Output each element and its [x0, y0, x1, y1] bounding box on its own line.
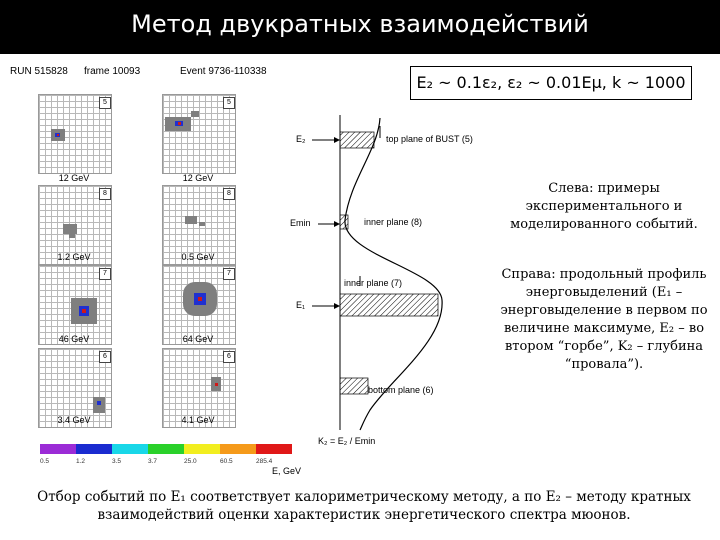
panel-energy: 12 GeV — [182, 173, 214, 183]
panel-energy: 46 GeV — [58, 334, 90, 344]
panel-energy: 12 GeV — [58, 173, 90, 183]
label-k2-formula: K₂ = E₂ / Emin — [318, 436, 376, 446]
scale-swatch — [148, 444, 184, 454]
layer-number: 8 — [223, 188, 235, 200]
layer-number: 6 — [99, 351, 111, 363]
label-emin: Emin — [290, 218, 311, 228]
run-number: RUN 515828 — [10, 66, 68, 77]
label-bottom-plane: bottom plane (6) — [368, 385, 434, 395]
scale-unit: E, GeV — [272, 466, 302, 476]
panel-energy: 64 GeV — [182, 334, 214, 344]
label-inner-plane-8: inner plane (8) — [364, 217, 423, 227]
label-e2: E₂ — [296, 134, 306, 144]
label-e1: E₁ — [296, 300, 306, 310]
bar-e1 — [340, 294, 438, 316]
layer-number: 5 — [99, 97, 111, 109]
layer-number: 8 — [99, 188, 111, 200]
scale-swatch — [184, 444, 220, 454]
scale-tick-label: 285.4 — [256, 458, 273, 465]
bar-e2 — [340, 132, 374, 148]
panel-energy: 0.5 GeV — [181, 252, 215, 262]
bar-emin — [340, 215, 348, 229]
event-panel — [162, 94, 236, 174]
scale-tick-label: 3.5 — [112, 458, 122, 465]
panel-energy: 4.1 GeV — [181, 415, 215, 425]
scale-swatch — [112, 444, 148, 454]
event-id: Event 9736-110338 — [180, 66, 267, 77]
title-bar — [0, 0, 720, 54]
text-left-examples: Слева: примеры экспериментального и моделированного событий. — [510, 181, 698, 232]
scale-tick-label: 60.5 — [220, 458, 233, 465]
scale-swatch — [76, 444, 112, 454]
scale-tick-label: 1.2 — [76, 458, 86, 465]
layer-number: 5 — [223, 97, 235, 109]
slide-title: Метод двукратных взаимодействий — [131, 10, 589, 38]
scale-tick-label: 3.7 — [148, 458, 158, 465]
formula-box: E₂ ~ 0.1ε₂, ε₂ ~ 0.01Eμ, k ~ 1000 — [410, 66, 692, 100]
scale-tick-label: 25.0 — [184, 458, 197, 465]
panel-energy: 1.2 GeV — [57, 252, 91, 262]
bottom-note: Отбор событий по E₁ соответствует калориметрическому методу, а по E₂ – методу кратных взаимодействий оценки характеристик энергетического спектра мюонов. — [37, 489, 691, 523]
event-panel — [38, 265, 112, 345]
scale-swatch — [256, 444, 292, 454]
bar-bottom — [340, 378, 368, 394]
profile-curve — [345, 118, 442, 430]
scale-tick-label: 0.5 — [40, 458, 50, 465]
layer-number: 6 — [223, 351, 235, 363]
frame-number: frame 10093 — [84, 66, 141, 77]
panel-energy: 3.4 GeV — [57, 415, 91, 425]
scale-swatch — [220, 444, 256, 454]
label-inner-plane-7: inner plane (7) — [344, 278, 403, 288]
layer-number: 7 — [99, 268, 111, 280]
text-right-profile: Справа: продольный профиль энерговыделений (E₁ – энерговыделение в первом по величине максимуме, E₂ – во втором “горбе”, K₂ – глубина “провала”). — [500, 267, 708, 372]
event-panel — [38, 94, 112, 174]
label-top-plane: top plane of BUST (5) — [386, 134, 473, 144]
layer-number: 7 — [223, 268, 235, 280]
event-panel — [162, 265, 236, 345]
scale-swatch — [40, 444, 76, 454]
